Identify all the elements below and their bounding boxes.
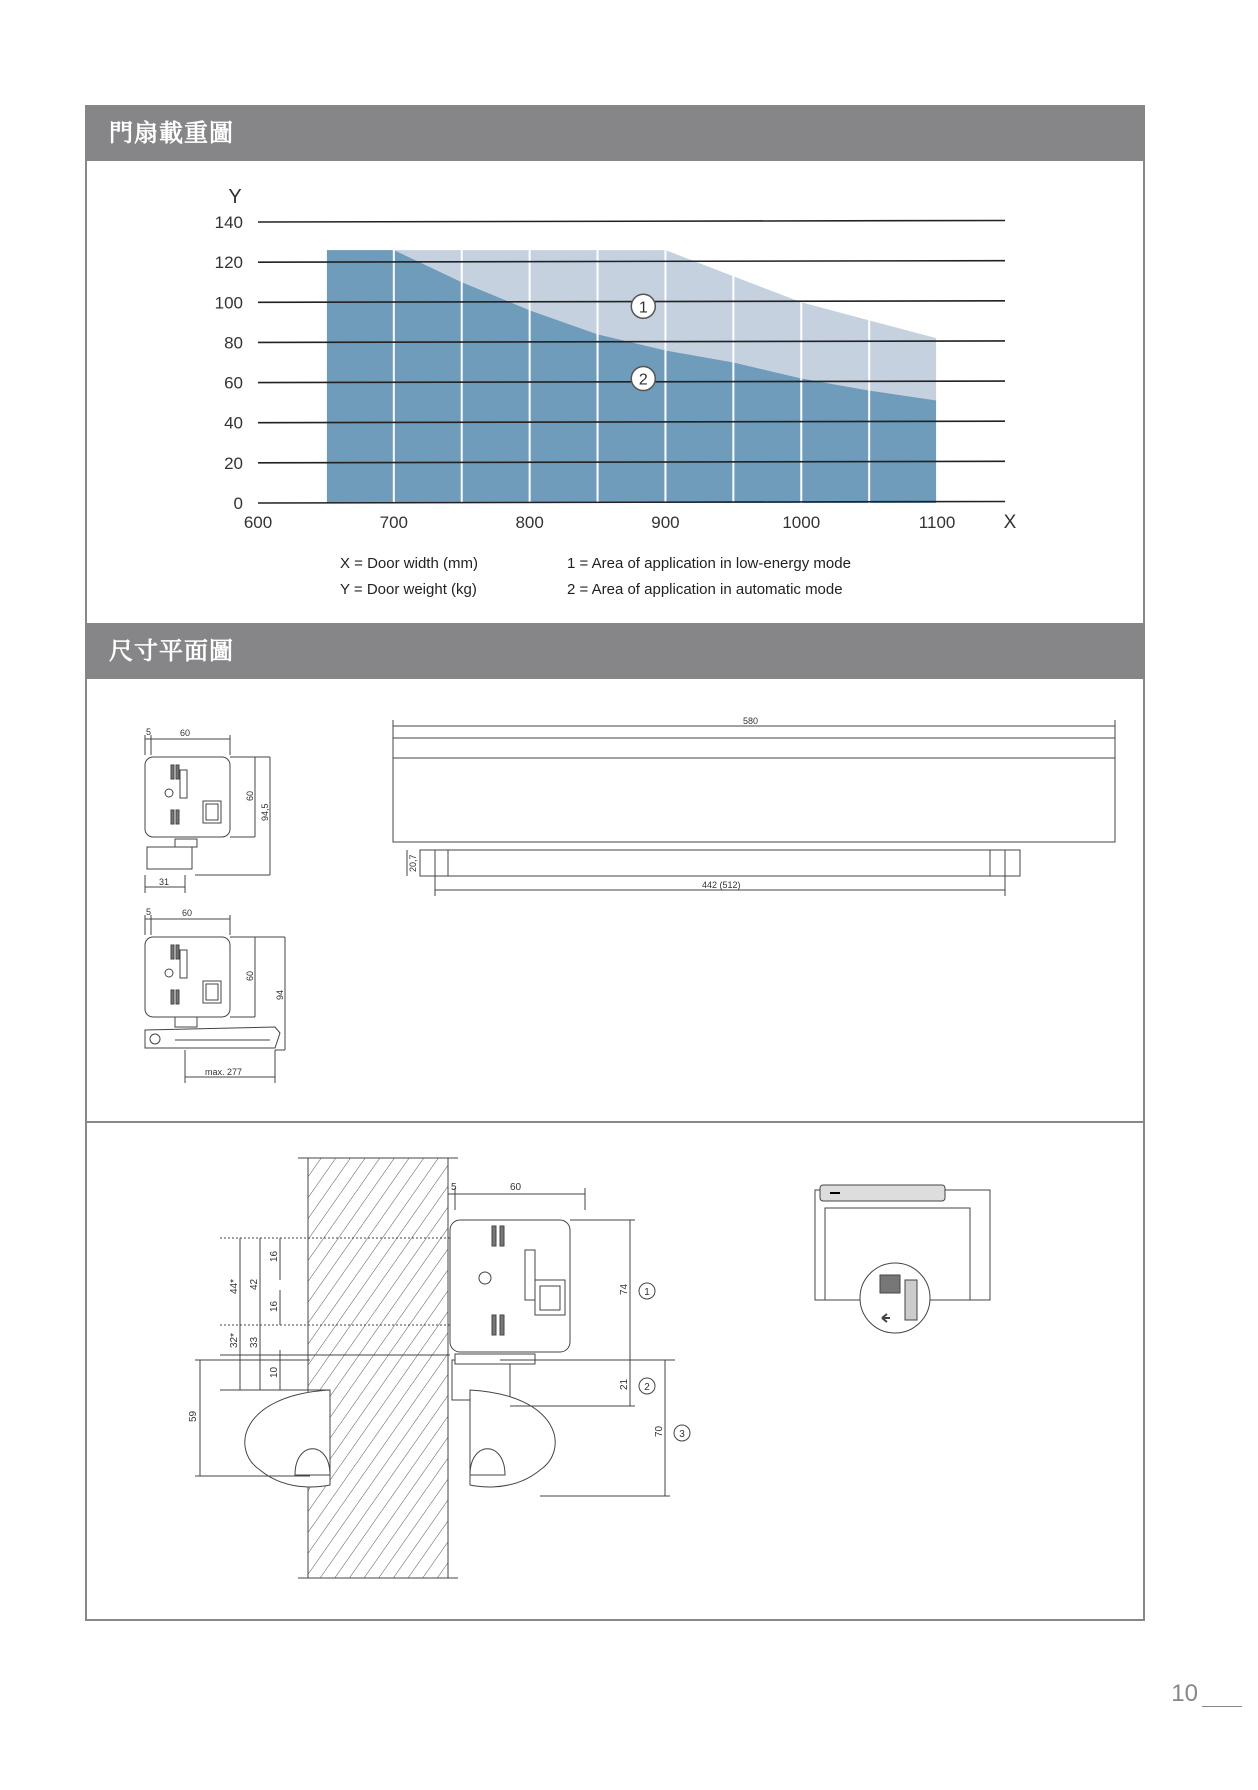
dim-side1-h60: 60 (245, 790, 255, 801)
dim-mount-33: 33 (249, 1336, 260, 1348)
dim-top-580: 580 (743, 716, 759, 726)
x-axis-label: X (1003, 512, 1017, 533)
chart-section-title: 門扇載重圖 (85, 105, 1145, 161)
door-installation-sketch (810, 1180, 1010, 1340)
y-tick-label: 60 (224, 373, 243, 393)
callout-2: 2 (644, 1382, 650, 1393)
dim-mount-44: 44* (229, 1278, 240, 1294)
y-tick-label: 20 (224, 453, 243, 473)
dim-mount-59: 59 (188, 1410, 199, 1422)
door-load-chart (0, 0, 1258, 600)
side-view-drawing-1 (135, 725, 295, 895)
y-axis-label: Y (228, 186, 242, 208)
dim-mount-10: 10 (269, 1366, 280, 1378)
callout-1: 1 (644, 1287, 650, 1298)
area-label-text: 1 (638, 299, 648, 317)
dim-top-442: 442 (512) (702, 880, 741, 890)
dim-mount-70: 70 (654, 1425, 665, 1437)
area-label-text: 2 (638, 371, 648, 389)
y-tick-label: 0 (233, 494, 243, 513)
dim-side1-31: 31 (159, 877, 170, 887)
y-tick-label: 40 (224, 413, 243, 433)
legend-2: 2 = Area of application in automatic mode (567, 581, 843, 598)
dim-top-207: 20,7 (408, 854, 418, 872)
plan-section-title: 尺寸平面圖 (85, 623, 1145, 679)
dim-side1-5: 5 (146, 727, 152, 737)
y-tick-label: 140 (214, 213, 243, 232)
dim-mount-5: 5 (451, 1182, 457, 1193)
dim-mount-16b: 16 (269, 1300, 280, 1312)
x-tick-label: 900 (651, 513, 680, 532)
dim-side2-max: max. 277 (205, 1067, 243, 1077)
side-view-drawing-2 (135, 905, 310, 1085)
callout-3: 3 (679, 1429, 685, 1440)
mounting-drawing (180, 1150, 700, 1590)
legend-y: Y = Door weight (kg) (340, 581, 477, 598)
dim-mount-16a: 16 (269, 1250, 280, 1262)
y-tick-label: 100 (214, 293, 243, 313)
x-tick-label: 1000 (782, 513, 821, 532)
dim-mount-32: 32* (229, 1332, 240, 1348)
legend-1: 1 = Area of application in low-energy mode (567, 555, 851, 572)
dim-side2-h94: 94 (275, 989, 285, 1000)
page-number-rule (1202, 1706, 1242, 1707)
top-view-drawing (385, 710, 1125, 895)
y-tick-label: 80 (224, 333, 243, 353)
dim-mount-60: 60 (510, 1182, 522, 1193)
dim-side2-5: 5 (146, 907, 152, 917)
dim-mount-42: 42 (249, 1278, 260, 1290)
x-tick-label: 1100 (918, 513, 956, 532)
dim-side2-60: 60 (182, 908, 193, 918)
x-tick-label: 800 (515, 513, 544, 532)
h-gridline (258, 221, 1005, 223)
dim-side2-h60: 60 (245, 970, 255, 981)
legend-x: X = Door width (mm) (340, 555, 478, 572)
page-number: 10 (1171, 1680, 1198, 1707)
x-tick-label: 600 (243, 513, 273, 532)
dim-side1-h945: 94,5 (260, 803, 270, 821)
dim-mount-74: 74 (619, 1283, 630, 1295)
x-tick-label: 700 (379, 513, 409, 532)
dim-side1-60: 60 (180, 728, 191, 738)
dim-mount-21: 21 (619, 1378, 630, 1390)
y-tick-label: 120 (214, 253, 243, 273)
